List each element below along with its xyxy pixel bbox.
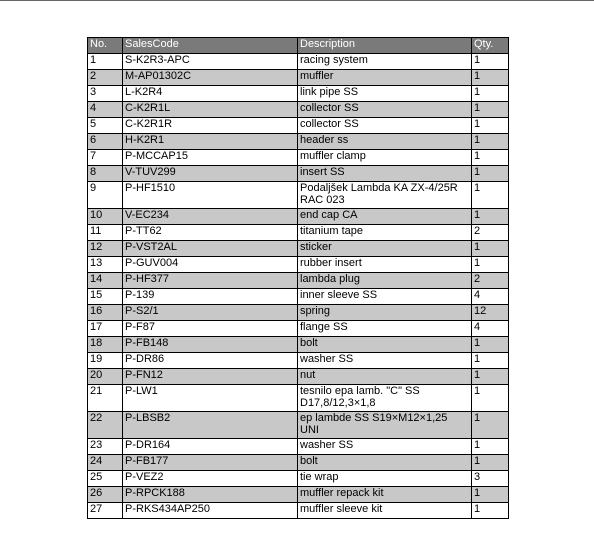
cell-description: washer SS [298, 439, 472, 455]
cell-no: 12 [88, 241, 123, 257]
cell-no: 26 [88, 487, 123, 503]
table-row [88, 86, 509, 102]
cell-sales-code: P-MCCAP15 [123, 150, 298, 166]
cell-description: link pipe SS [298, 86, 472, 102]
cell-no: 9 [88, 182, 123, 209]
cell-no: 24 [88, 455, 123, 471]
cell-qty: 1 [472, 439, 509, 455]
cell-sales-code: P-DR164 [123, 439, 298, 455]
cell-no: 20 [88, 369, 123, 385]
cell-no: 16 [88, 305, 123, 321]
cell-sales-code: P-LW1 [123, 385, 298, 412]
cell-qty: 2 [472, 273, 509, 289]
cell-no: 7 [88, 150, 123, 166]
cell-no: 2 [88, 70, 123, 86]
cell-qty: 1 [472, 182, 509, 209]
cell-sales-code: C-K2R1L [123, 102, 298, 118]
cell-description: nut [298, 369, 472, 385]
cell-no: 19 [88, 353, 123, 369]
cell-sales-code: P-RPCK188 [123, 487, 298, 503]
cell-description: titanium tape [298, 225, 472, 241]
cell-no: 15 [88, 289, 123, 305]
cell-description: sticker [298, 241, 472, 257]
cell-no: 8 [88, 166, 123, 182]
cell-no: 5 [88, 118, 123, 134]
cell-description: bolt [298, 455, 472, 471]
table-body [88, 54, 509, 519]
cell-sales-code: P-GUV004 [123, 257, 298, 273]
cell-no: 10 [88, 209, 123, 225]
cell-no: 4 [88, 102, 123, 118]
table-row [88, 321, 509, 337]
cell-sales-code: M-AP01302C [123, 70, 298, 86]
table-row [88, 412, 509, 439]
cell-description: flange SS [298, 321, 472, 337]
cell-no: 23 [88, 439, 123, 455]
cell-sales-code: P-LBSB2 [123, 412, 298, 439]
cell-sales-code: L-K2R4 [123, 86, 298, 102]
cell-no: 22 [88, 412, 123, 439]
cell-qty: 1 [472, 241, 509, 257]
table-row [88, 385, 509, 412]
cell-description: inner sleeve SS [298, 289, 472, 305]
cell-sales-code: V-TUV299 [123, 166, 298, 182]
table-row [88, 257, 509, 273]
table-row [88, 102, 509, 118]
table-row [88, 241, 509, 257]
cell-qty: 1 [472, 86, 509, 102]
table-row [88, 369, 509, 385]
cell-qty: 1 [472, 503, 509, 519]
cell-description: ep lambde SS S19×M12×1,25 UNI [298, 412, 472, 439]
header-no: No. [88, 38, 123, 54]
cell-qty: 1 [472, 369, 509, 385]
cell-description: Podaljšek Lambda KA ZX-4/25R RAC 023 [298, 182, 472, 209]
cell-description: rubber insert [298, 257, 472, 273]
cell-no: 17 [88, 321, 123, 337]
cell-no: 6 [88, 134, 123, 150]
cell-qty: 1 [472, 166, 509, 182]
table-row [88, 70, 509, 86]
cell-sales-code: P-FB177 [123, 455, 298, 471]
cell-qty: 1 [472, 257, 509, 273]
cell-description: header ss [298, 134, 472, 150]
cell-qty: 1 [472, 337, 509, 353]
cell-no: 14 [88, 273, 123, 289]
table-row [88, 455, 509, 471]
cell-sales-code: P-S2/1 [123, 305, 298, 321]
cell-no: 11 [88, 225, 123, 241]
cell-description: racing system [298, 54, 472, 70]
table-row [88, 54, 509, 70]
cell-sales-code: P-F87 [123, 321, 298, 337]
table-row [88, 134, 509, 150]
table-row [88, 225, 509, 241]
cell-qty: 1 [472, 70, 509, 86]
cell-description: washer SS [298, 353, 472, 369]
cell-description: bolt [298, 337, 472, 353]
header-qty: Qty. [472, 38, 509, 54]
cell-qty: 1 [472, 134, 509, 150]
cell-sales-code: P-VEZ2 [123, 471, 298, 487]
cell-no: 3 [88, 86, 123, 102]
cell-qty: 4 [472, 289, 509, 305]
cell-qty: 1 [472, 455, 509, 471]
parts-table [87, 37, 509, 519]
cell-sales-code: H-K2R1 [123, 134, 298, 150]
cell-no: 1 [88, 54, 123, 70]
cell-sales-code: V-EC234 [123, 209, 298, 225]
cell-description: tie wrap [298, 471, 472, 487]
table-row [88, 289, 509, 305]
table-row [88, 439, 509, 455]
cell-description: end cap CA [298, 209, 472, 225]
cell-qty: 1 [472, 150, 509, 166]
cell-sales-code: P-HF1510 [123, 182, 298, 209]
cell-no: 21 [88, 385, 123, 412]
cell-qty: 4 [472, 321, 509, 337]
cell-description: muffler [298, 70, 472, 86]
cell-description: collector SS [298, 102, 472, 118]
cell-qty: 12 [472, 305, 509, 321]
cell-qty: 1 [472, 487, 509, 503]
table-row [88, 353, 509, 369]
cell-description: muffler clamp [298, 150, 472, 166]
table-row [88, 209, 509, 225]
cell-description: insert SS [298, 166, 472, 182]
table-row [88, 305, 509, 321]
cell-sales-code: P-RKS434AP250 [123, 503, 298, 519]
cell-sales-code: P-DR86 [123, 353, 298, 369]
cell-qty: 1 [472, 353, 509, 369]
cell-sales-code: C-K2R1R [123, 118, 298, 134]
cell-description: lambda plug [298, 273, 472, 289]
cell-sales-code: P-TT62 [123, 225, 298, 241]
cell-qty: 2 [472, 225, 509, 241]
cell-sales-code: S-K2R3-APC [123, 54, 298, 70]
header-description: Description [298, 38, 472, 54]
cell-no: 25 [88, 471, 123, 487]
cell-qty: 1 [472, 385, 509, 412]
cell-sales-code: P-139 [123, 289, 298, 305]
top-divider [0, 0, 594, 1]
cell-description: muffler sleeve kit [298, 503, 472, 519]
table-row [88, 166, 509, 182]
cell-description: muffler repack kit [298, 487, 472, 503]
table-row [88, 273, 509, 289]
cell-description: tesnilo epa lamb. "C" SS D17,8/12,3×1,8 [298, 385, 472, 412]
cell-no: 13 [88, 257, 123, 273]
table-row [88, 118, 509, 134]
cell-no: 18 [88, 337, 123, 353]
cell-qty: 1 [472, 209, 509, 225]
table-header-row [88, 38, 509, 54]
cell-qty: 3 [472, 471, 509, 487]
table-row [88, 182, 509, 209]
table-row [88, 337, 509, 353]
cell-qty: 1 [472, 412, 509, 439]
cell-description: spring [298, 305, 472, 321]
header-sales-code: SalesCode [123, 38, 298, 54]
cell-description: collector SS [298, 118, 472, 134]
table-row [88, 503, 509, 519]
cell-qty: 1 [472, 54, 509, 70]
cell-sales-code: P-VST2AL [123, 241, 298, 257]
cell-qty: 1 [472, 118, 509, 134]
table-row [88, 150, 509, 166]
cell-sales-code: P-FB148 [123, 337, 298, 353]
table-row [88, 471, 509, 487]
cell-sales-code: P-HF377 [123, 273, 298, 289]
cell-sales-code: P-FN12 [123, 369, 298, 385]
cell-no: 27 [88, 503, 123, 519]
table-row [88, 487, 509, 503]
cell-qty: 1 [472, 102, 509, 118]
